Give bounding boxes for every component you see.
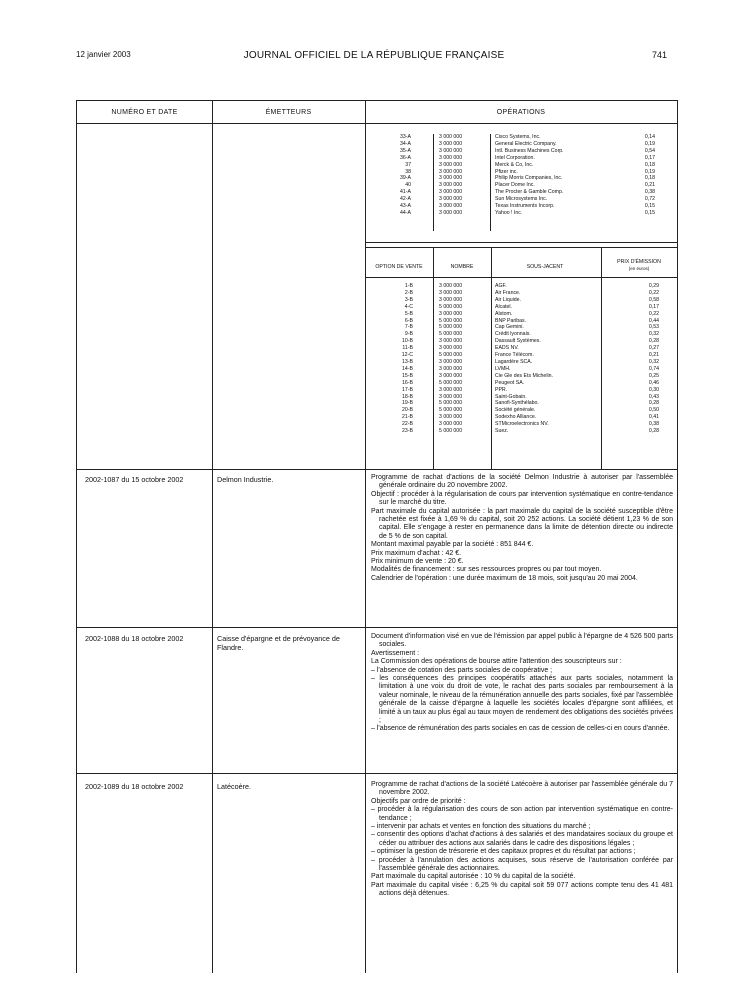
- row-operations: [371, 474, 673, 583]
- operation-paragraph: – procéder à l'annulation des actions acquises, sous réserve de l'autorisation conférée par l'assemblée générale des actionnaires.: [371, 856, 673, 873]
- option-code: 23-B: [402, 428, 413, 435]
- option-underlying: Alcatel.: [495, 303, 513, 310]
- option-code: 10-B: [402, 338, 413, 345]
- row-operations: [371, 633, 673, 734]
- option-price: 0,28: [648, 428, 659, 435]
- option-price: 0,17: [648, 303, 659, 310]
- option-quantity: 5 000 000: [439, 317, 463, 324]
- option-underlying: Cie Gle des Ets Michelin.: [495, 372, 553, 379]
- option-code: 44-A: [400, 209, 411, 216]
- option-underlying: Crédit lyonnais.: [495, 331, 531, 338]
- column-header-operations: OPÉRATIONS: [496, 109, 546, 116]
- row-emitter: Latécoère.: [217, 782, 251, 791]
- option-underlying: Sun Microsystems Inc.: [495, 196, 548, 203]
- option-price: 0,28: [648, 338, 659, 345]
- option-price: 0,19: [644, 140, 655, 147]
- option-code: 7-B: [404, 324, 413, 331]
- operation-paragraph: – optimiser la gestion de trésorerie et des capitaux propres et du résultat par actions ;: [371, 848, 636, 856]
- option-quantity: 3 000 000: [439, 283, 463, 289]
- option-price: 0,72: [644, 196, 655, 203]
- option-code: 33-A: [400, 134, 411, 140]
- page-number: 741: [652, 50, 668, 60]
- option-price: 0,19: [644, 168, 655, 175]
- option-underlying: Intel Corporation.: [495, 154, 535, 161]
- option-underlying: Merck & Co, Inc.: [495, 161, 534, 168]
- option-underlying: The Procter & Gamble Comp.: [495, 189, 564, 196]
- option-price: 0,50: [648, 407, 659, 414]
- option-underlying: Alstom.: [495, 310, 513, 317]
- subtable-put-options: [365, 247, 677, 469]
- header-divider: [77, 123, 677, 124]
- option-price: 0,38: [644, 189, 655, 196]
- operation-paragraph: – procéder à la régularisation des cours de son action par intervention systématique en contre-tendance ;: [371, 806, 673, 822]
- sub2-codes: [365, 283, 413, 435]
- column-divider: [365, 101, 366, 973]
- option-quantity: 3 000 000: [439, 345, 463, 352]
- option-underlying: Intl. Business Machines Corp.: [495, 147, 564, 154]
- option-price: 0,44: [648, 317, 659, 324]
- operation-paragraph: La Commission des opérations de bourse attire l'attention des souscripteurs sur :: [371, 658, 622, 666]
- option-underlying: Dassault Systèmes.: [495, 338, 541, 345]
- option-quantity: 5 000 000: [439, 331, 463, 338]
- option-quantity: 3 000 000: [439, 393, 463, 400]
- sub2-header-number: NOMBRE: [450, 264, 474, 270]
- option-underlying: Pfizer inc.: [495, 168, 518, 175]
- sub1-prices: [619, 134, 655, 217]
- option-code: 17-B: [402, 386, 413, 393]
- column-header-number: NUMÉRO ET DATE: [111, 109, 178, 116]
- operation-paragraph: – intervenir par achats et ventes en fonction des situations du marché ;: [371, 823, 591, 831]
- option-quantity: 3 000 000: [439, 134, 463, 140]
- header-date: 12 janvier 2003: [76, 50, 131, 59]
- option-price: 0,21: [648, 352, 659, 359]
- option-quantity: 3 000 000: [439, 372, 463, 379]
- option-code: 19-B: [402, 400, 413, 407]
- operation-paragraph: Programme de rachat d'actions de la société Latécoère à autoriser par l'assemblée générale du 7 novembre 2002.: [371, 781, 673, 797]
- option-price: 0,43: [648, 393, 659, 400]
- option-code: 13-B: [402, 358, 413, 365]
- option-underlying: AGF.: [495, 283, 507, 289]
- option-code: 35-A: [400, 147, 411, 154]
- option-quantity: 3 000 000: [439, 182, 463, 189]
- option-price: 0,22: [648, 289, 659, 296]
- sub2-header-underlying: SOUS-JACENT: [526, 264, 564, 270]
- option-quantity: 5 000 000: [439, 352, 463, 359]
- header-title: JOURNAL OFFICIEL DE LA RÉPUBLIQUE FRANÇAISE: [243, 50, 505, 61]
- option-price: 0,58: [648, 296, 659, 303]
- option-price: 0,38: [648, 421, 659, 428]
- row-operations: [371, 781, 673, 899]
- option-price: 0,54: [644, 147, 655, 154]
- row-number: 2002-1088 du 18 octobre 2002: [85, 634, 184, 643]
- option-quantity: 3 000 000: [439, 209, 463, 216]
- operation-paragraph: – consentir des options d'achat d'actions à des salariés et des mandataires sociaux du groupe et céder ou attribuer des actions aux salariés dans le cadre des dispositions légales ;: [371, 831, 673, 847]
- option-price: 0,15: [644, 209, 655, 216]
- option-code: 43-A: [400, 203, 411, 210]
- option-underlying: Peugeot SA.: [495, 379, 525, 386]
- option-code: 14-B: [402, 365, 413, 372]
- sub1-codes: [369, 134, 411, 217]
- option-quantity: 3 000 000: [439, 147, 463, 154]
- option-code: 42-A: [400, 196, 411, 203]
- option-price: 0,15: [644, 203, 655, 210]
- option-quantity: 5 000 000: [439, 407, 463, 414]
- option-underlying: France Télécom.: [495, 352, 534, 359]
- option-code: 11-B: [402, 345, 413, 352]
- operation-paragraph: Document d'information visé en vue de l'émission par appel public à l'épargne de 4 526 500 parts sociales.: [371, 633, 673, 649]
- option-price: 0,74: [648, 365, 659, 372]
- option-code: 41-A: [400, 189, 411, 196]
- operation-paragraph: Objectifs par ordre de priorité :: [371, 797, 466, 805]
- option-underlying: EADS NV.: [495, 345, 519, 352]
- column-header-emitters: ÉMETTEURS: [265, 109, 312, 116]
- option-code: 22-B: [402, 421, 413, 428]
- option-code: 4-C: [404, 303, 413, 310]
- option-price: 0,18: [644, 175, 655, 182]
- option-code: 12-C: [401, 352, 413, 359]
- option-underlying: Air Liquide.: [495, 296, 521, 303]
- option-code: 38: [405, 168, 411, 175]
- row-divider: [77, 627, 677, 628]
- option-price: 0,21: [644, 182, 655, 189]
- option-price: 0,41: [648, 414, 659, 421]
- option-price: 0,17: [644, 154, 655, 161]
- option-underlying: Société générale.: [495, 407, 536, 414]
- option-code: 6-B: [404, 317, 413, 324]
- operation-paragraph: Part maximale du capital autorisée : 10 % du capital de la société.: [371, 873, 576, 881]
- option-underlying: Cisco Systems, Inc.: [495, 134, 541, 140]
- option-quantity: 3 000 000: [439, 296, 463, 303]
- option-price: 0,28: [648, 400, 659, 407]
- option-underlying: LVMH.: [495, 365, 511, 372]
- option-underlying: Texas Instruments Incorp.: [495, 203, 555, 210]
- option-underlying: BNP Paribas.: [495, 317, 527, 324]
- option-code: 18-B: [402, 393, 413, 400]
- option-code: 20-B: [402, 407, 413, 414]
- operation-paragraph: Avertissement :: [371, 649, 420, 657]
- row-emitter: Delmon Industrie.: [217, 475, 274, 484]
- option-quantity: 5 000 000: [439, 400, 463, 407]
- option-price: 0,32: [648, 331, 659, 338]
- option-underlying: Placer Dome Inc.: [495, 182, 535, 189]
- option-quantity: 5 000 000: [439, 324, 463, 331]
- option-code: 5-B: [404, 310, 413, 317]
- option-underlying: Philip Morris Companies, Inc.: [495, 175, 563, 182]
- option-underlying: Saint-Gobain.: [495, 393, 527, 400]
- option-quantity: 5 000 000: [439, 303, 463, 310]
- option-underlying: PPR.: [495, 386, 508, 393]
- option-quantity: 3 000 000: [439, 310, 463, 317]
- option-quantity: 3 000 000: [439, 365, 463, 372]
- option-underlying: Cap Gemini.: [495, 324, 524, 331]
- option-code: 36-A: [400, 154, 411, 161]
- option-code: 34-A: [400, 140, 411, 147]
- option-quantity: 3 000 000: [439, 175, 463, 182]
- option-price: 0,32: [648, 358, 659, 365]
- option-code: 40: [405, 182, 411, 189]
- option-code: 16-B: [402, 379, 413, 386]
- option-underlying: Lagardère SCA.: [495, 358, 533, 365]
- row-divider: [77, 469, 677, 470]
- option-price: 0,29: [648, 283, 659, 289]
- option-price: 0,25: [648, 372, 659, 379]
- option-price: 0,14: [644, 134, 655, 140]
- option-code: 21-B: [402, 414, 413, 421]
- option-underlying: Suez.: [495, 428, 509, 435]
- option-code: 3-B: [404, 296, 413, 303]
- option-price: 0,18: [644, 161, 655, 168]
- operation-paragraph: Objectif : procéder à la régularisation de cours par intervention systématique en contre-tendance sur le marché du titre.: [371, 490, 673, 507]
- sub2-prices: [605, 283, 659, 435]
- option-code: 2-B: [404, 289, 413, 296]
- subtable-divider: [365, 242, 677, 243]
- sub2-quantities: [439, 283, 489, 435]
- operation-paragraph: – l'absence de rémunération des parts sociales en cas de cession de celles-ci en cours d'année.: [371, 725, 670, 733]
- sub1-underlyings: [495, 134, 613, 217]
- option-quantity: 3 000 000: [439, 161, 463, 168]
- sub2-header-price: PRIX D'ÉMISSION: [617, 259, 661, 265]
- operation-paragraph: Part maximale du capital visée : 6,25 % du capital soit 59 077 actions compte tenu des 41 481 actions déjà détenues.: [371, 881, 673, 898]
- option-underlying: Yahoo ! Inc.: [495, 209, 523, 216]
- row-divider: [77, 773, 677, 774]
- operation-paragraph: Prix maximum d'achat : 42 €.: [371, 549, 462, 557]
- option-code: 15-B: [402, 372, 413, 379]
- column-divider: [212, 101, 213, 973]
- option-code: 39-A: [400, 175, 411, 182]
- option-underlying: General Electric Company.: [495, 140, 557, 147]
- option-underlying: STMicroelectronics NV.: [495, 421, 549, 428]
- operation-paragraph: Modalités de financement : sur ses ressources propres ou par tout moyen.: [371, 566, 602, 574]
- option-quantity: 3 000 000: [439, 203, 463, 210]
- option-price: 0,22: [648, 310, 659, 317]
- operation-paragraph: Calendrier de l'opération : une durée maximum de 18 mois, soit jusqu'au 20 mai 2004.: [371, 574, 638, 582]
- option-quantity: 3 000 000: [439, 196, 463, 203]
- option-quantity: 3 000 000: [439, 154, 463, 161]
- option-quantity: 3 000 000: [439, 358, 463, 365]
- operation-paragraph: Prix minimum de vente : 20 €.: [371, 558, 464, 566]
- sub1-quantities: [439, 134, 489, 217]
- operation-paragraph: – les conséquences des principes coopératifs attachés aux parts sociales, notamment la limitation à une voix du droit de vote, le rachat des parts sociales par remboursement à la valeur nominale, le niveau de la rémunération annuelle des parts sociales, fixé par l'assemblée générale de la caisse d'épargne à laquelle les sociétés locales d'épargne sont affiliées, et limité à un taux au plus égal au taux moyen de rendement des obligations des sociétés privées ;: [371, 675, 673, 725]
- operation-paragraph: Programme de rachat d'actions de la société Delmon Industrie à autoriser par l'assemblée générale ordinaire du 20 novembre 2002.: [371, 474, 673, 490]
- row-number: 2002-1089 du 18 octobre 2002: [85, 782, 184, 791]
- operation-paragraph: Montant maximal payable par la société : 851 844 €.: [371, 541, 534, 549]
- option-quantity: 3 000 000: [439, 289, 463, 296]
- operations-table: [76, 100, 678, 973]
- option-price: 0,46: [648, 379, 659, 386]
- operation-paragraph: Part maximale du capital autorisée : la part maximale du capital de la société susceptible d'être rachetée est fixée à 1,69 % du capital, soit 20 252 actions. La société détient 1,23 % de son capital. Elle s'engage à rester en permanence dans la limite de détention directe ou indirecte de 5 % de son capital.: [371, 507, 673, 540]
- option-quantity: 3 000 000: [439, 338, 463, 345]
- option-quantity: 3 000 000: [439, 140, 463, 147]
- option-underlying: Sodexho Alliance.: [495, 414, 537, 421]
- option-code: 1-B: [404, 283, 413, 289]
- option-code: 9-B: [404, 331, 413, 338]
- row-emitter: Caisse d'épargne et de prévoyance de Flandre.: [217, 634, 340, 652]
- subtable-call-options: [369, 134, 673, 234]
- option-underlying: Sanofi-Synthélabo.: [495, 400, 539, 407]
- option-code: 37: [405, 161, 411, 168]
- option-quantity: 3 000 000: [439, 168, 463, 175]
- option-price: 0,53: [648, 324, 659, 331]
- option-quantity: 3 000 000: [439, 386, 463, 393]
- sub2-underlyings: [495, 283, 599, 435]
- option-price: 0,27: [648, 345, 659, 352]
- option-quantity: 3 000 000: [439, 421, 463, 428]
- row-number: 2002-1087 du 15 octobre 2002: [85, 475, 184, 484]
- sub2-header-option: OPTION DE VENTE: [375, 264, 423, 270]
- option-price: 0,30: [648, 386, 659, 393]
- option-quantity: 5 000 000: [439, 428, 463, 435]
- option-quantity: 5 000 000: [439, 379, 463, 386]
- operation-paragraph: – l'absence de cotation des parts sociales de coopérative ;: [371, 666, 553, 674]
- option-quantity: 3 000 000: [439, 189, 463, 196]
- option-quantity: 3 000 000: [439, 414, 463, 421]
- sub2-header-unit: (en euros): [628, 266, 650, 271]
- option-underlying: Air France.: [495, 289, 521, 296]
